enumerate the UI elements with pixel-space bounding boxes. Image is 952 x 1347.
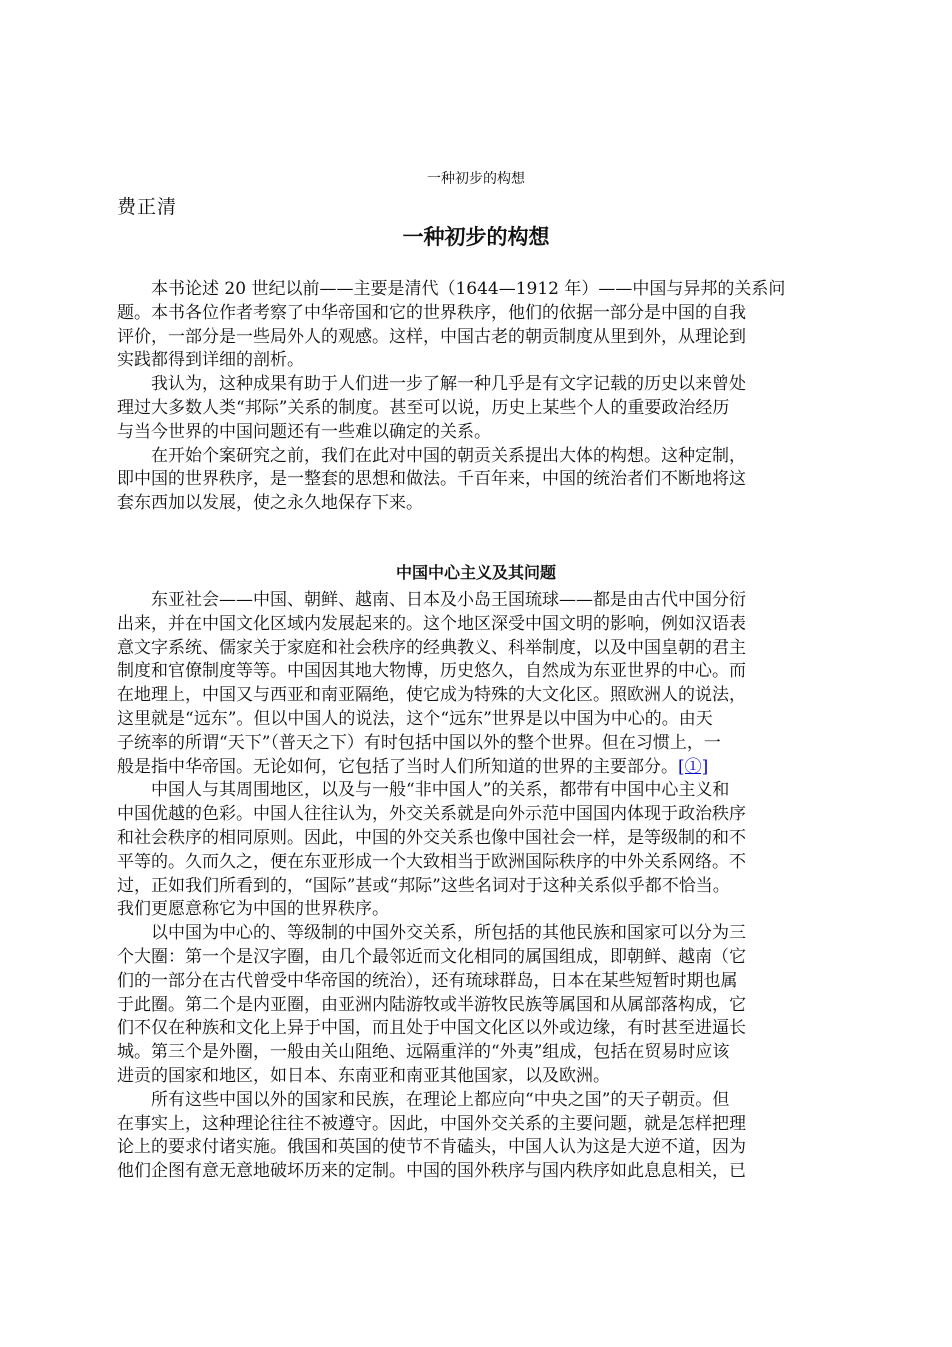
text-line: 出来，并在中国文化区域内发展起来的。这个地区深受中国文明的影响，例如汉语表 (117, 613, 746, 634)
author-name: 费正清 (117, 196, 178, 218)
text-line: 子统率的所谓“天下”（普天之下）有时包括中国以外的整个世界。但在习惯上，一 (117, 732, 721, 753)
chapter-title: 一种初步的构想 (402, 225, 550, 249)
footnote-link[interactable]: [①] (678, 756, 709, 777)
text-line: 套东西加以发展，使之永久地保存下来。 (117, 493, 423, 514)
text-segment: 般是指中华帝国。无论如何，它包括了当时人们所知道的世界的主要部分。 (117, 756, 678, 777)
section-heading: 中国中心主义及其问题 (395, 563, 556, 582)
running-header: 一种初步的构想 (427, 171, 525, 187)
text-line: 在地理上，中国又与西亚和南亚隔绝，使它成为特殊的大文化区。照欧洲人的说法， (117, 685, 746, 706)
text-line: 进贡的国家和地区，如日本、东南亚和南亚其他国家，以及欧洲。 (117, 1065, 610, 1086)
text-line: 意文字系统、儒家关于家庭和社会秩序的经典教义、科举制度，以及中国皇朝的君主 (117, 637, 746, 658)
text-line: 们不仅在种族和文化上异于中国，而且处于中国文化区以外或边缘，有时甚至进逼长 (117, 1018, 746, 1039)
text-line: 中国人与其周围地区，以及与一般“非中国人”的关系，都带有中国中心主义和 (151, 780, 730, 801)
section-2-body (117, 589, 857, 1184)
text-line: 理过大多数人类“邦际”关系的制度。甚至可以说，历史上某些个人的重要政治经历 (117, 397, 730, 418)
text-line: 以中国为中心的、等级制的中国外交关系，所包括的其他民族和国家可以分为三 (151, 923, 746, 944)
text-line: 和社会秩序的相同原则。因此，中国的外交关系也像中国社会一样，是等级制的和不 (117, 827, 746, 848)
text-line: 个大圈：第一个是汉字圈，由几个最邻近而文化相同的属国组成，即朝鲜、越南（它 (117, 946, 746, 967)
text-line: 所有这些中国以外的国家和民族，在理论上都应向“中央之国”的天子朝贡。但 (151, 1089, 730, 1110)
text-line: 题。本书各位作者考察了中华帝国和它的世界秩序，他们的依据一部分是中国的自我 (117, 302, 746, 323)
text-line: 平等的。久而久之，便在东亚形成一个大致相当于欧洲国际秩序的中外关系网络。不 (117, 851, 746, 872)
text-line: 我们更愿意称它为中国的世界秩序。 (117, 899, 389, 920)
text-line: 东亚社会——中国、朝鲜、越南、日本及小岛王国琉球——都是由古代中国分衍 (151, 590, 746, 610)
text-line: 在事实上，这种理论往往不被遵守。因此，中国外交关系的主要问题，就是怎样把理 (117, 1113, 746, 1134)
text-line: 在开始个案研究之前，我们在此对中国的朝贡关系提出大体的构想。这种定制， (151, 445, 746, 466)
text-line: 城。第三个是外圈，一般由关山阻绝、远隔重洋的“外夷”组成，包括在贸易时应该 (117, 1042, 730, 1063)
text-line: 评价，一部分是一些局外人的观感。这样，中国古老的朝贡制度从里到外，从理论到 (117, 326, 746, 347)
text-line: 中国优越的色彩。中国人往往认为，外交关系就是向外示范中国国内体现于政治秩序 (117, 804, 746, 825)
text-line: 过，正如我们所看到的，“国际”甚或“邦际”这些名词对于这种关系似乎都不恰当。 (117, 875, 730, 896)
text-line: 我认为，这种成果有助于人们进一步了解一种几乎是有文字记载的历史以来曾处 (151, 374, 746, 395)
text-line: 于此圈。第二个是内亚圈，由亚洲内陆游牧或半游牧民族等属国和从属部落构成，它 (117, 994, 746, 1015)
text-line: 制度和官僚制度等等。中国因其地大物博，历史悠久，自然成为东亚世界的中心。而 (117, 661, 746, 682)
section-1-body (117, 278, 857, 516)
text-line: 他们企图有意无意地破坏历来的定制。中国的国外秩序与国内秩序如此息息相关，已 (117, 1161, 746, 1182)
text-line: 实践都得到详细的剖析。 (117, 350, 304, 371)
text-line-with-footnote (117, 756, 857, 780)
text-line: 与当今世界的中国问题还有一些难以确定的关系。 (117, 421, 491, 442)
text-line: 论上的要求付诸实施。俄国和英国的使节不肯磕头，中国人认为这是大逆不道，因为 (117, 1137, 746, 1158)
text-line: 即中国的世界秩序，是一整套的思想和做法。千百年来，中国的统治者们不断地将这 (117, 469, 746, 490)
text-line: 这里就是“远东”。但以中国人的说法，这个“远东”世界是以中国为中心的。由天 (117, 708, 713, 729)
text-line: 本书论述 20 世纪以前——主要是清代（1644—1912 年）——中国与异邦的关系问 (151, 279, 786, 299)
text-line: 们的一部分在古代曾受中华帝国的统治），还有琉球群岛，日本在某些短暂时期也属 (117, 970, 738, 991)
